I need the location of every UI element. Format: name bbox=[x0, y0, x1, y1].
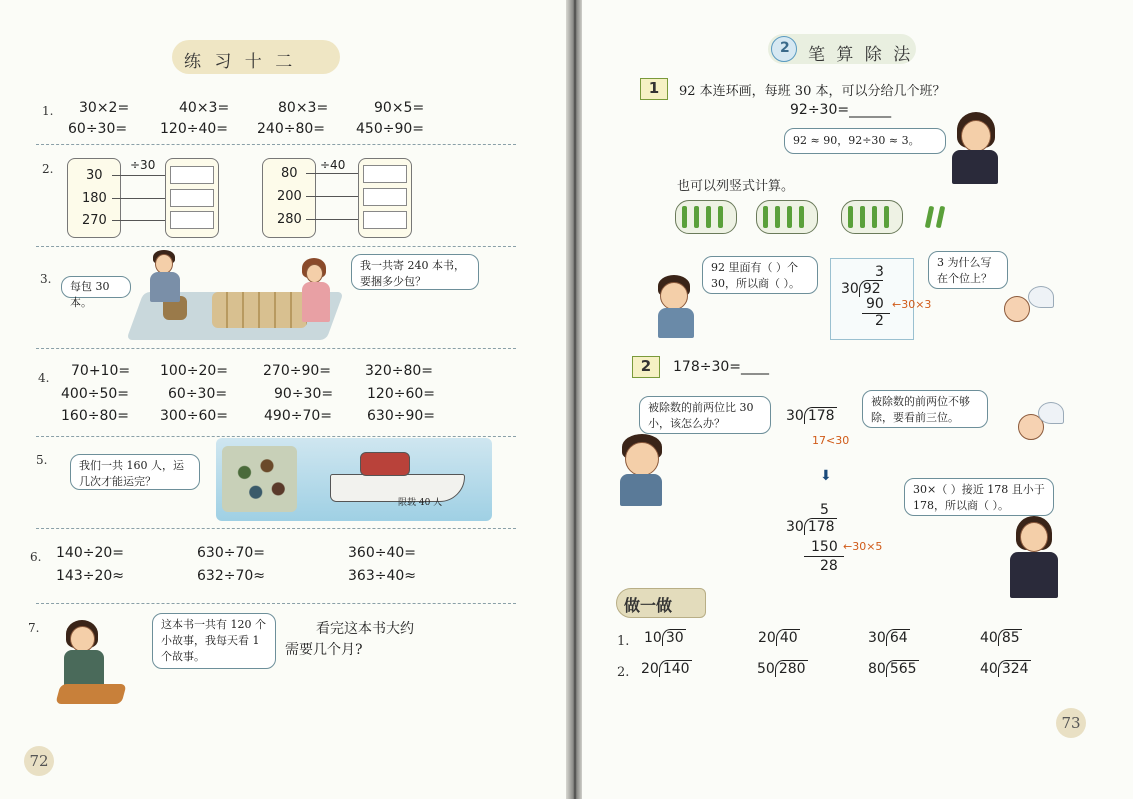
right-page-title: 笔 算 除 法 bbox=[808, 45, 914, 65]
stick-icon bbox=[860, 206, 865, 228]
ex4-item: 630÷90= bbox=[367, 408, 435, 424]
divisor: 40 bbox=[980, 661, 998, 677]
ex2-arrow bbox=[112, 175, 170, 176]
ex6-number: 6. bbox=[30, 550, 42, 564]
ex7-bubble: 这本书一共有 120 个小故事，我每天看 1 个故事。 bbox=[152, 613, 276, 669]
ex4-item: 70+10= bbox=[71, 363, 131, 379]
ex3-bubble-right: 我一共寄 240 本书，要捆多少包？ bbox=[351, 254, 479, 290]
girl2-avatar bbox=[1020, 522, 1048, 552]
ex1-item: 30×2= bbox=[79, 100, 130, 116]
ex2-operator: ÷40 bbox=[320, 158, 346, 172]
ex4-item: 400÷50= bbox=[61, 386, 129, 402]
customer-avatar bbox=[306, 264, 323, 283]
boy-body bbox=[658, 308, 694, 338]
example1-number: 1 bbox=[640, 78, 668, 100]
girl-bubble-2: 30×（ ）接近 178 且小于 178，所以商（ ）。 bbox=[904, 478, 1054, 516]
divisor: 20 bbox=[641, 661, 659, 677]
boy2-avatar bbox=[625, 442, 659, 476]
ld2-product-note: ←30×5 bbox=[843, 540, 883, 553]
stick-icon bbox=[763, 206, 768, 228]
practice-label: 做一做 bbox=[624, 596, 673, 615]
divider bbox=[36, 436, 516, 437]
ex4-number: 4. bbox=[38, 371, 50, 385]
ex1-item: 240÷80= bbox=[257, 121, 325, 137]
ld2-remainder: 28 bbox=[820, 558, 838, 574]
practice-division bbox=[758, 629, 800, 646]
ex2-input: 30 bbox=[86, 168, 103, 183]
ld2-step2-divisor: 30 bbox=[786, 519, 804, 535]
ld1-division bbox=[841, 280, 883, 297]
worker-avatar bbox=[155, 254, 173, 274]
ex4-item: 320÷80= bbox=[365, 363, 433, 379]
worker-body bbox=[150, 272, 180, 302]
angel-avatar bbox=[1004, 296, 1030, 322]
ld2-step1-division bbox=[786, 407, 837, 424]
dividend: 140 bbox=[662, 661, 690, 677]
practice-division bbox=[641, 660, 692, 677]
ld1-dividend: 92 bbox=[862, 281, 881, 297]
ex2-input: 200 bbox=[277, 189, 302, 204]
crowd-icon bbox=[222, 446, 297, 512]
divisor: 50 bbox=[757, 661, 775, 677]
down-arrow-icon: ⬇ bbox=[820, 468, 832, 484]
divisor: 80 bbox=[868, 661, 886, 677]
ex1-item: 120÷40= bbox=[160, 121, 228, 137]
ld1-remainder: 2 bbox=[875, 313, 884, 329]
ex6-item: 630÷70= bbox=[197, 545, 265, 561]
practice-row1-number: 1. bbox=[617, 634, 630, 649]
divider bbox=[36, 528, 516, 529]
ex7-number: 7. bbox=[28, 621, 40, 635]
divisor: 20 bbox=[758, 630, 776, 646]
ex4-item: 300÷60= bbox=[160, 408, 228, 424]
ld2-step2-division bbox=[786, 518, 837, 535]
dividend: 40 bbox=[779, 630, 798, 646]
stick-icon bbox=[718, 206, 723, 228]
practice-division bbox=[980, 660, 1031, 677]
divisor: 10 bbox=[644, 630, 662, 646]
stick-icon bbox=[682, 206, 687, 228]
ex2-answer-slot[interactable] bbox=[170, 211, 214, 229]
boy2-body bbox=[620, 474, 662, 506]
ex2-answer-slot[interactable] bbox=[170, 166, 214, 184]
customer-body bbox=[302, 282, 330, 322]
section-number: 2 bbox=[780, 40, 790, 56]
ex4-item: 270÷90= bbox=[263, 363, 331, 379]
ex1-item: 60÷30= bbox=[68, 121, 128, 137]
angel-wing-icon bbox=[1028, 286, 1054, 308]
ld2-step1-divisor: 30 bbox=[786, 408, 804, 424]
ex4-item: 120÷60= bbox=[367, 386, 435, 402]
ex2-arrow bbox=[112, 198, 170, 199]
example1-equation: 92÷30=______ bbox=[790, 102, 892, 118]
ex1-number: 1. bbox=[42, 104, 54, 118]
angel-bubble-1: 3 为什么写在个位上？ bbox=[928, 251, 1008, 289]
stick-icon bbox=[787, 206, 792, 228]
dividend: 324 bbox=[1001, 661, 1029, 677]
ex6-item: 140÷20= bbox=[56, 545, 124, 561]
right-page-number: 73 bbox=[1056, 708, 1086, 738]
girl-body bbox=[952, 150, 998, 184]
ex2-arrow bbox=[306, 196, 364, 197]
ex7-question-line1: 看完这本书大约 bbox=[316, 621, 414, 637]
ex3-number: 3. bbox=[40, 272, 52, 286]
stick-icon bbox=[775, 206, 780, 228]
ex4-item: 160÷80= bbox=[61, 408, 129, 424]
boy-avatar bbox=[660, 282, 688, 310]
girl2-body bbox=[1010, 552, 1058, 598]
single-stick-icon bbox=[925, 206, 934, 229]
angel-bubble-2: 被除数的前两位不够除，要看前三位。 bbox=[862, 390, 988, 428]
example2-equation: 178÷30=____ bbox=[673, 359, 769, 375]
ld2-step1-dividend: 178 bbox=[807, 408, 835, 424]
divisor: 30 bbox=[868, 630, 886, 646]
divider bbox=[36, 246, 516, 247]
practice-division bbox=[757, 660, 808, 677]
ex2-operator: ÷30 bbox=[130, 158, 156, 172]
ex2-input: 280 bbox=[277, 212, 302, 227]
ex2-answer-slot[interactable] bbox=[363, 211, 407, 229]
ld2-step1-note: 17<30 bbox=[812, 434, 850, 447]
ex7-question-line2: 需要几个月? bbox=[285, 642, 363, 658]
boy-bubble-2: 被除数的前两位比 30 小，该怎么办？ bbox=[639, 396, 771, 434]
dividend: 565 bbox=[889, 661, 917, 677]
ex6-item: 360÷40= bbox=[348, 545, 416, 561]
ld2-step2-dividend: 178 bbox=[807, 519, 835, 535]
ex1-item: 40×3= bbox=[179, 100, 230, 116]
stick-icon bbox=[872, 206, 877, 228]
dividend: 30 bbox=[665, 630, 684, 646]
ld1-product-note: ←30×3 bbox=[892, 298, 932, 311]
ex4-item: 60÷30= bbox=[168, 386, 228, 402]
left-page-number: 72 bbox=[24, 746, 54, 776]
boy-bubble-1: 92 里面有（ ）个 30，所以商（ ）。 bbox=[702, 256, 818, 294]
right-page bbox=[582, 0, 1133, 799]
ex2-answer-slot[interactable] bbox=[363, 188, 407, 206]
ld1-product: 90 bbox=[866, 296, 884, 312]
divisor: 40 bbox=[980, 630, 998, 646]
ld1-quotient: 3 bbox=[875, 264, 884, 280]
ld1-divisor: 30 bbox=[841, 281, 859, 297]
divider bbox=[36, 144, 516, 145]
stick-icon bbox=[694, 206, 699, 228]
ex2-input: 270 bbox=[82, 213, 107, 228]
practice-division bbox=[644, 629, 686, 646]
ex2-number: 2. bbox=[42, 162, 54, 176]
estimate-bubble: 92 ≈ 90，92÷30 ≈ 3。 bbox=[784, 128, 946, 154]
angel2-wing-icon bbox=[1038, 402, 1064, 424]
ex1-item: 450÷90= bbox=[356, 121, 424, 137]
ld2-subtract-line bbox=[804, 556, 844, 557]
stick-icon bbox=[799, 206, 804, 228]
ex6-item: 632÷70≈ bbox=[197, 568, 265, 584]
ld2-product: 150 bbox=[811, 539, 838, 555]
book-bundles-icon bbox=[212, 292, 307, 328]
ex2-arrow bbox=[112, 220, 170, 221]
ex1-item: 80×3= bbox=[278, 100, 329, 116]
ex2-answer-slot[interactable] bbox=[363, 165, 407, 183]
ld2-quotient: 5 bbox=[820, 502, 829, 518]
ex3-bubble-left: 每包 30 本。 bbox=[61, 276, 131, 298]
stick-icon bbox=[706, 206, 711, 228]
divider bbox=[36, 603, 516, 604]
practice-row2-number: 2. bbox=[617, 665, 630, 680]
example1-problem: 92 本连环画，每班 30 本，可以分给几个班？ bbox=[679, 84, 946, 99]
ex4-item: 100÷20= bbox=[160, 363, 228, 379]
boat-label: 限载 40 人 bbox=[398, 498, 443, 508]
reader-body bbox=[64, 650, 104, 686]
divider bbox=[36, 348, 516, 349]
ex2-arrow bbox=[306, 173, 364, 174]
dividend: 64 bbox=[889, 630, 908, 646]
stick-icon bbox=[884, 206, 889, 228]
ex2-input: 80 bbox=[281, 166, 298, 181]
reader-avatar bbox=[70, 626, 95, 652]
desk-book-icon bbox=[55, 684, 126, 704]
ex2-arrow bbox=[306, 219, 364, 220]
boat-cabin-icon bbox=[360, 452, 410, 476]
stick-icon bbox=[848, 206, 853, 228]
practice-division bbox=[868, 660, 919, 677]
left-page-title: 练 习 十 二 bbox=[184, 52, 297, 72]
practice-division bbox=[980, 629, 1022, 646]
example2-number: 2 bbox=[632, 356, 660, 378]
ex4-item: 490÷70= bbox=[264, 408, 332, 424]
ex2-answer-slot[interactable] bbox=[170, 189, 214, 207]
ex5-number: 5. bbox=[36, 453, 48, 467]
dividend: 280 bbox=[778, 661, 806, 677]
vertical-hint: 也可以列竖式计算。 bbox=[677, 179, 795, 194]
ex5-bubble: 我们一共 160 人，运几次才能运完？ bbox=[70, 454, 200, 490]
girl-avatar bbox=[961, 120, 991, 152]
ex1-item: 90×5= bbox=[374, 100, 425, 116]
practice-division bbox=[868, 629, 910, 646]
dividend: 85 bbox=[1001, 630, 1020, 646]
ex6-item: 143÷20≈ bbox=[56, 568, 124, 584]
single-stick-icon bbox=[936, 206, 945, 229]
ex2-input: 180 bbox=[82, 191, 107, 206]
ex4-item: 90÷30= bbox=[274, 386, 334, 402]
ex6-item: 363÷40≈ bbox=[348, 568, 416, 584]
